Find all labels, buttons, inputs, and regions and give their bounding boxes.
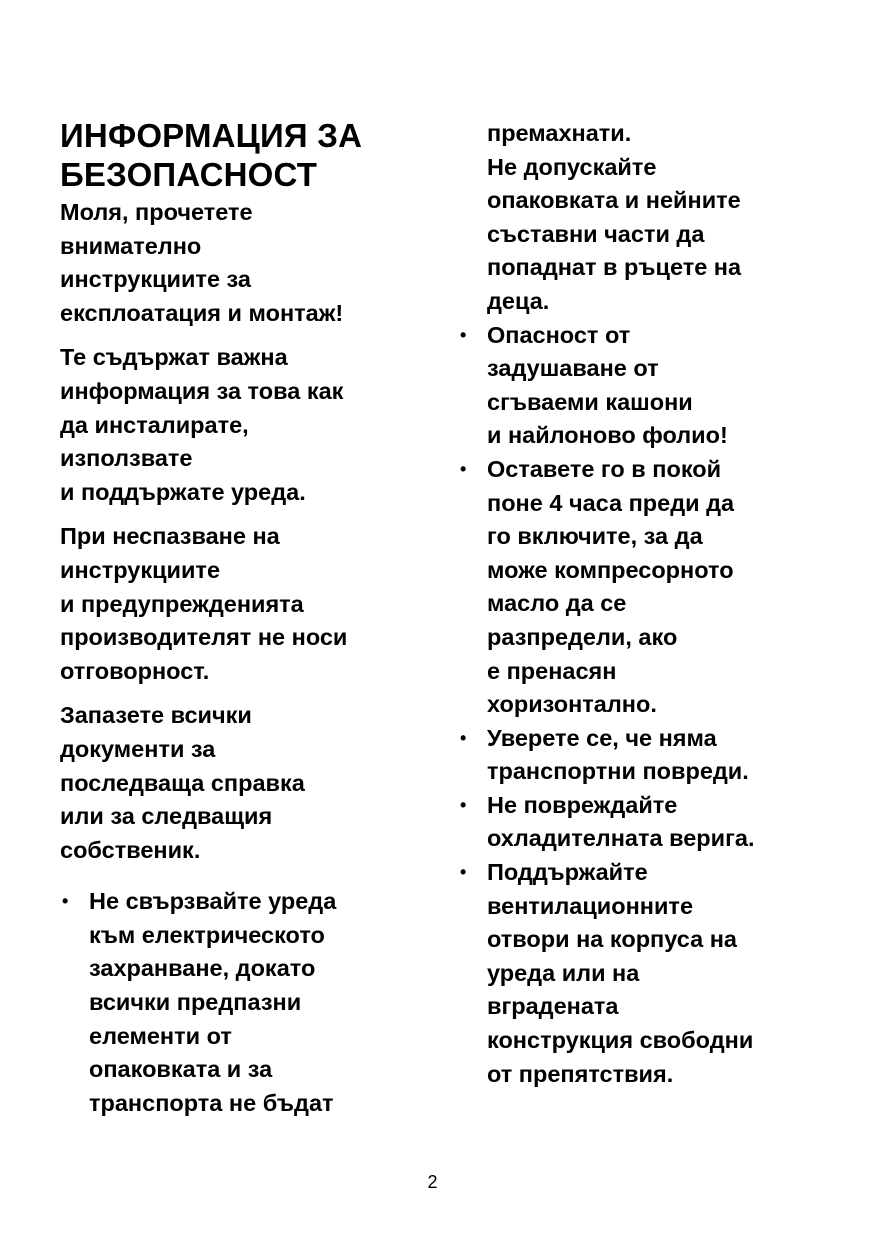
text-line: последваща справка	[60, 769, 305, 796]
intro-paragraph	[60, 699, 430, 867]
text-line: хоризонтално.	[487, 691, 657, 718]
right-column	[458, 117, 828, 1091]
text-line: и поддържате уреда.	[60, 478, 306, 505]
text-line: и найлоново фолио!	[487, 422, 728, 449]
text-line: захранване, докато	[89, 955, 316, 982]
left-column	[60, 116, 430, 1120]
text-line: Моля, прочетете	[60, 199, 253, 225]
title-line: БЕЗОПАСНОСТ	[60, 156, 318, 193]
intro-paragraph	[60, 196, 430, 330]
text-line: от препятствия.	[487, 1060, 674, 1087]
text-line: внимателно	[60, 232, 202, 259]
text-line: информация за това как	[60, 377, 344, 404]
text-line: вградената	[487, 993, 619, 1020]
text-line: е пренасян	[487, 657, 617, 684]
bullet-item	[458, 453, 828, 722]
text-line: инструкциите	[60, 556, 221, 583]
bullet-item	[458, 789, 828, 856]
text-line: разпредели, ако	[487, 623, 678, 650]
text-line: премахнати.	[487, 120, 632, 146]
bullet-item	[458, 856, 828, 1091]
text-line: и предупрежденията	[60, 590, 304, 617]
text-line: всички предпазни	[89, 989, 302, 1016]
text-line: производителят не носи	[60, 624, 348, 651]
text-line: опаковката и нейните	[487, 187, 741, 214]
text-line: експлоатация и монтаж!	[60, 299, 344, 326]
text-line: го включите, за да	[487, 523, 703, 550]
bullet-item	[458, 319, 828, 453]
text-line: Запазете всички	[60, 702, 252, 729]
text-line: да инсталирате,	[60, 411, 249, 438]
text-line: съставни части да	[487, 220, 705, 247]
text-line: деца.	[487, 287, 550, 314]
text-line: Не допускайте	[487, 153, 657, 180]
title-line: ИНФОРМАЦИЯ ЗА	[60, 117, 363, 154]
bullet-icon: •	[460, 727, 467, 748]
text-line: собственик.	[60, 836, 201, 863]
text-line: елементи от	[89, 1022, 232, 1049]
text-line: транспортни повреди.	[487, 758, 749, 785]
text-line: попаднат в ръцете на	[487, 254, 742, 281]
text-line: уреда или на	[487, 959, 640, 986]
text-line: масло да се	[487, 590, 627, 617]
bullet-icon: •	[62, 891, 69, 912]
bullet-continuation	[458, 117, 828, 319]
intro-paragraph	[60, 520, 430, 688]
text-line: към електрическото	[89, 921, 325, 948]
bullet-icon: •	[460, 324, 467, 345]
page-number: 2	[427, 1172, 438, 1192]
bullet-icon: •	[460, 458, 467, 479]
text-line: транспорта не бъдат	[89, 1089, 334, 1116]
bullet-icon: •	[460, 794, 467, 815]
text-line: отвори на корпуса на	[487, 926, 737, 953]
text-line: вентилационните	[487, 892, 694, 919]
text-line: Не свързвайте уреда	[89, 888, 337, 915]
page-title	[60, 116, 430, 194]
text-line: документи за	[60, 735, 216, 762]
text-line: Те съдържат важна	[60, 344, 288, 371]
text-line: Опасност от	[487, 321, 631, 348]
text-line: При неспазване на	[60, 523, 280, 550]
bullet-icon: •	[460, 862, 467, 883]
text-line: отговорност.	[60, 657, 210, 684]
text-line: използвате	[60, 445, 193, 472]
text-line: охладителната верига.	[487, 825, 755, 852]
text-line: Поддържайте	[487, 859, 648, 886]
text-line: инструкциите за	[60, 266, 251, 293]
text-line: Уверете се, че няма	[487, 724, 717, 751]
text-line: задушаване от	[487, 355, 659, 382]
bullet-item	[458, 722, 828, 789]
text-line: опаковката и за	[89, 1056, 273, 1083]
text-line: Не повреждайте	[487, 791, 678, 818]
bullet-item	[60, 885, 430, 1120]
text-line: може компресорното	[487, 556, 734, 583]
text-line: Оставете го в покой	[487, 455, 722, 482]
text-line: поне 4 часа преди да	[487, 489, 735, 516]
intro-paragraph	[60, 341, 430, 509]
text-line: или за следващия	[60, 803, 273, 830]
text-line: сгъваеми кашони	[487, 388, 693, 415]
text-line: конструкция свободни	[487, 1027, 754, 1054]
